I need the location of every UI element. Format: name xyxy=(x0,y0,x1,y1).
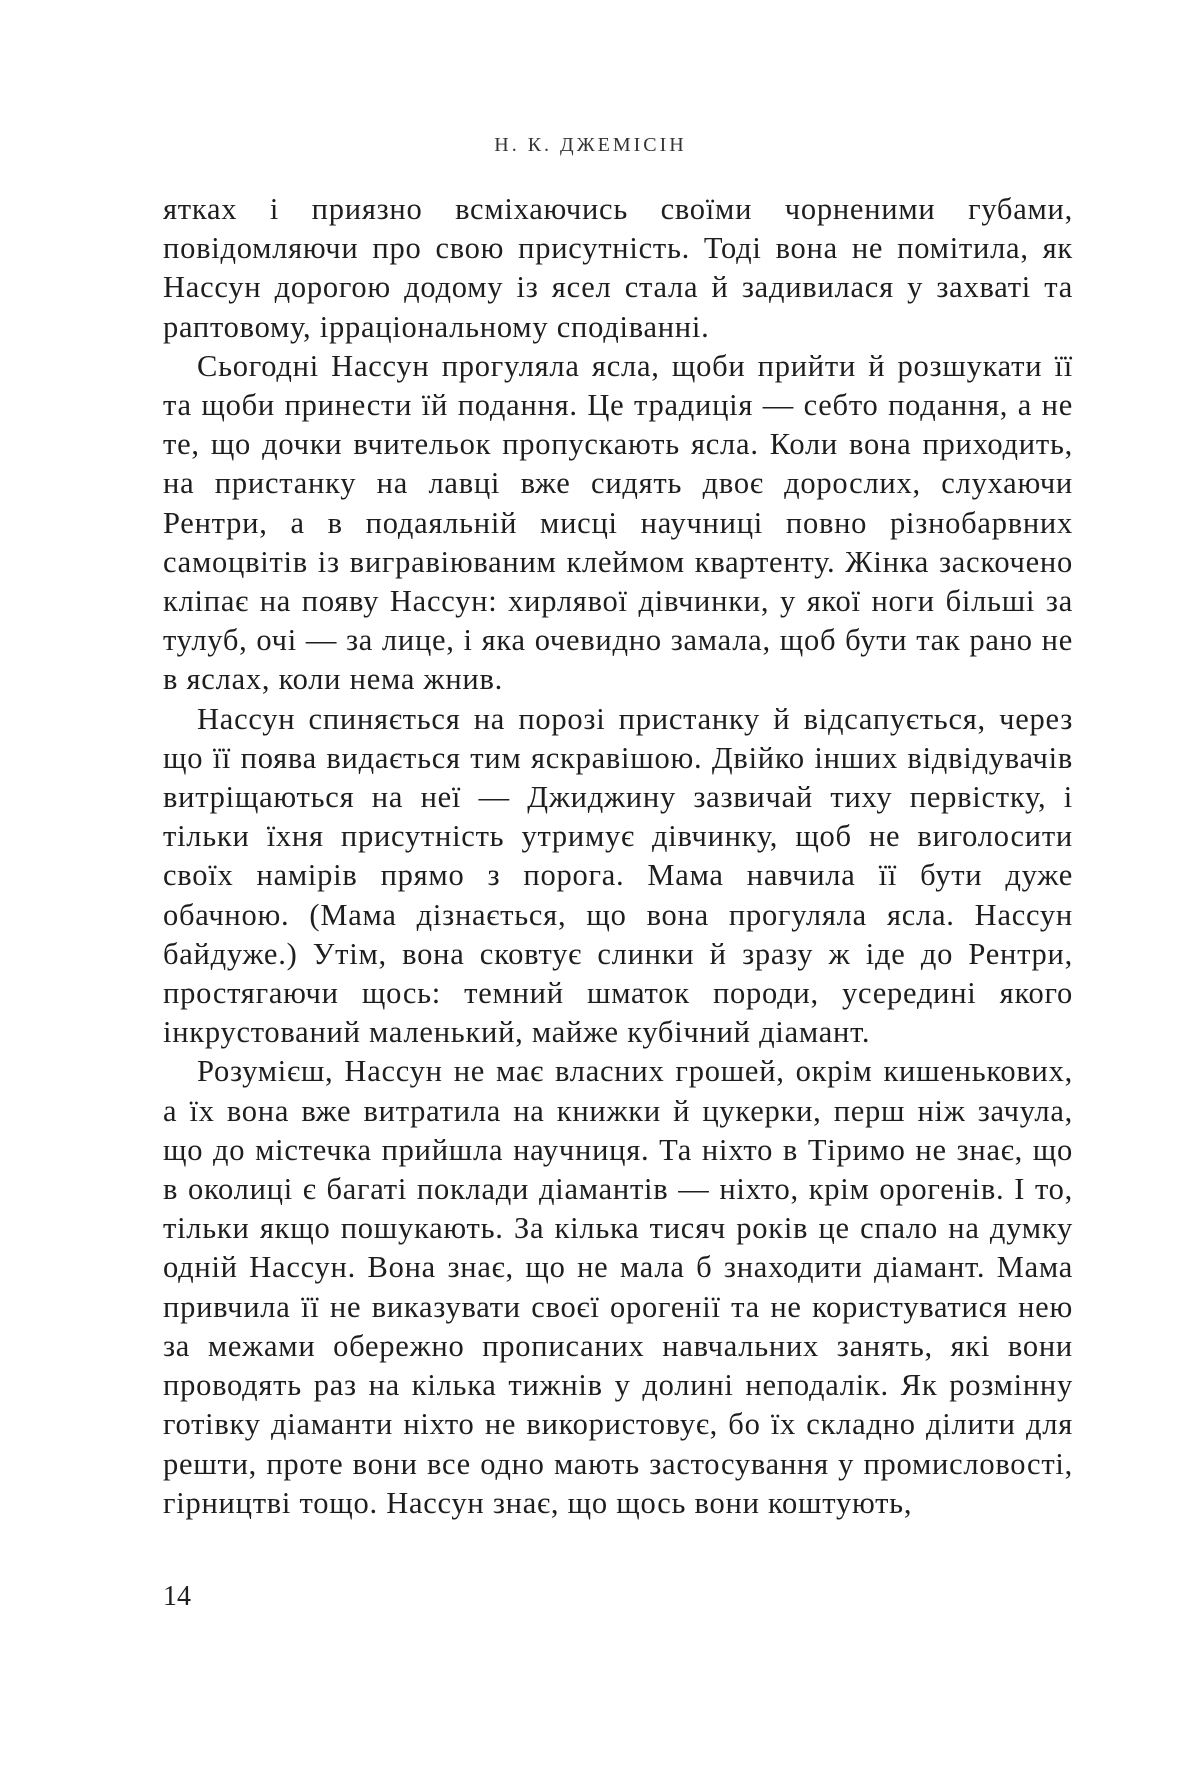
running-header-author: Н. К. ДЖЕМІСІН xyxy=(494,134,687,156)
paragraph: Нассун спиняється на порозі пристанку й відсапується, через що її поява видається тим яскравішою. Двійко інших відвідувачів витріщаються на неї — Джиджину зазвичай тиху первістку, і тільки їхня присутність утримує дівчинку, щоб не виголосити своїх намірів прямо з порога. Мама навчила її бути дуже обачною. (Мама дізнається, що вона прогуляла ясла. Нассун байдуже.) Утім, вона сковтує слинки й зразу ж іде до Рентри, простягаючи щось: темний шматок породи, усередині якого інкрустований маленький, майже кубічний діамант. xyxy=(163,701,1073,1050)
paragraph: Сьогодні Нассун прогуляла ясла, щоби прийти й розшукати її та щоби принести їй подання. Це традиція — себто подання, а не те, що дочки вчительок пропускають ясла. Коли вона приходить, на пристанку на лавці вже сидять двоє дорослих, слухаючи Рентри, а в подаяльній мисці научниці повно різнобарвних самоцвітів із вигравіюваним клеймом квартенту. Жінка заскочено кліпає на появу Нассун: хирлявої дівчинки, у якої ноги більші за тулуб, очі — за лице, і яка очевидно замала, щоб бути так рано не в яслах, коли нема жнив. xyxy=(163,348,1073,697)
paragraph-continued: ятках і приязно всміхаючись своїми чорненими губами, повідомляючи про свою присутність. Тоді вона не помітила, як Нассун дорогою додому із ясел стала й задивилася у захваті та раптовому, ірраціональному сподіванні. xyxy=(163,192,1073,344)
paragraph: Розумієш, Нассун не має власних грошей, окрім кишенькових, а їх вона вже витратила на книжки й цукерки, перш ніж зачула, що до містечка прийшла научниця. Та ніхто в Тіримо не знає, що в околиці є багаті поклади діамантів — ніхто, крім орогенів. І то, тільки якщо пошукають. За кілька тисяч років це спало на думку одній Нассун. Вона знає, що не мала б знаходити діамант. Мама привчила її не виказувати своєї орогенії та не користуватися нею за межами обережно прописаних навчальних занять, які вони проводять раз на кілька тижнів у долині неподалік. Як розмінну готівку діаманти ніхто не використовує, бо їх складно ділити для решти, проте вони все одно мають застосування у промисловості, гірництві тощо. Нассун знає, що щось вони коштують, xyxy=(163,1054,1073,1520)
page-number: 14 xyxy=(163,1581,191,1612)
body-text xyxy=(163,190,1073,1523)
